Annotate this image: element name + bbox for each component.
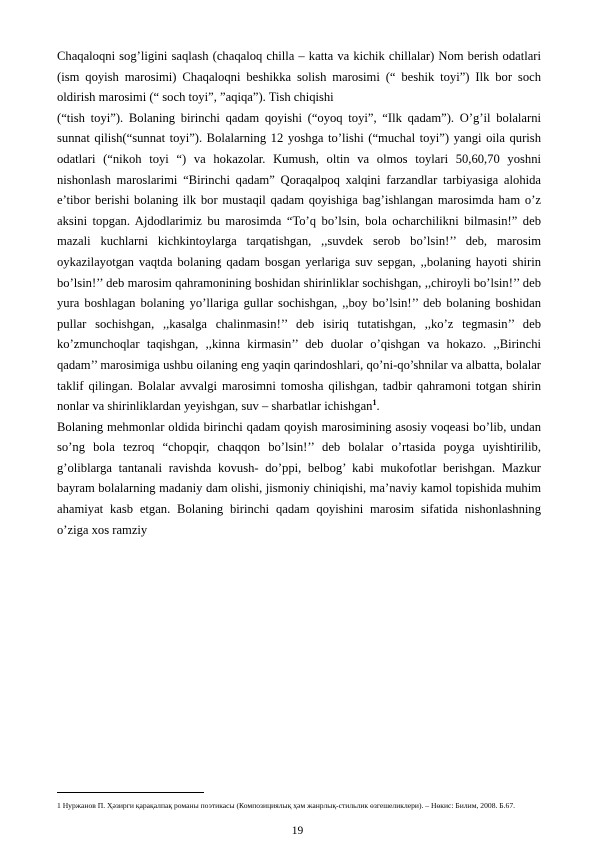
page-number: 19 bbox=[291, 825, 304, 837]
paragraph-1: Chaqaloqni sog’ligini saqlash (chaqaloq chilla – katta va kichik chillalar) Nom berish odatlari (ism qoyish marosimi) Chaqaloqni beshikka solish marosimi (“ beshik toyi”) Ilk bor soch oldirish marosimi (“ soch toyi”, ”aqiqa”). Tish chiqishi bbox=[57, 49, 541, 105]
footnote-divider bbox=[57, 792, 204, 793]
footnote: 1 Нуржанов П. Ҳәзирги қарақалпақ романы поэтикасы (Композициялық ҳәм жанрлық-стильлик өзгешеликлери). – Нөкис: Билим, 2008. Б.67. bbox=[57, 801, 516, 810]
paragraph-2-text: (“tish toyi”). Bolaning birinchi qadam qoyishi (“oyoq toyi”, “Ilk qadam”). O’g’il bolalarni sunnat qilish(“sunnat toyi”). Bolalarning 12 yoshga to’lishi (“muchal toyi”) yangi oila qurish odatlari (“nikoh toyi “) va hokazolar. Kumush, oltin va olmos toylari 50,60,70 yoshni nishonlash maroslarimi “Birinchi qadam” Qoraqalpoq xalqini farzandlar tarbiyasiga alohida e’tibor berishi bolaning ilk bor mustaqil qadam qoyishiga bag’ishlangan marosimda ham o’z aksini topgan. Ajdodlarimiz bu marosimda “To’q bo’lsin, bola ocharchilikni bilmasin!” deb mazali kuchlarni kichkintoylarga tarqatishgan, ,,suvdek serob bo’lsin!’’ deb, marosim oykazilayotgan vaqtda bolaning qadam bosgan yerlariga suv sepgan, ,,bolaning hayoti shirin bo’lsin!’’ deb marosim qahramonining boshidan shirinliklar sochishgan, ,,chiroyli bo’lsin!’’ deb yura boshlagan bolaning yo’llariga gullar sochishgan, ,,boy bo’lsin!’’ deb bolaning boshidan pullar sochishgan, ,,kasalga chalinmasin!’’ deb isiriq tutatishgan, ,,ko’z tegmasin’’ deb ko’zmunchoqlar taqishgan, ,,kinna kirmasin’’ deb duolar o’qishgan va hokazo. ,,Birinchi qadam’’ marosimiga ushbu oilaning eng yaqin qarindoshlari, qo’ni-qo’shnilar va albatta, bolalar taklif qilingan. Bolalar avvalgi marosimni tomosha qilishgan, tadbir qahramoni totgan shirin nonlar va shirinliklardan yeyishgan, suv – sharbatlar ichishgan bbox=[57, 110, 541, 414]
footnote-reference[interactable]: 1 bbox=[372, 397, 377, 407]
paragraph-3: Bolaning mehmonlar oldida birinchi qadam qoyish marosimining asosiy voqeasi bo’lib, undan so’ng bola tezroq “chopqir, chaqqon bo’lsin!’’ deb bolalar o’rtasida poyga uyishtirilib, g’oliblarga tantanali ravishda kovush- do’ppi, belbog’ kabi mukofotlar berishgan. Mazkur bayram bolalarning madaniy dam olishi, jismoniy chiniqishi, ma’naviy kamol topishida muhim ahamiyat kasb etgan. Bolaning birinchi qadam qoyishini marosim sifatida nishonlashning o’ziga xos ramziy bbox=[57, 419, 541, 537]
body-text bbox=[57, 46, 541, 540]
paragraph-2-end: . bbox=[376, 399, 380, 414]
paragraph-2 bbox=[57, 108, 541, 417]
